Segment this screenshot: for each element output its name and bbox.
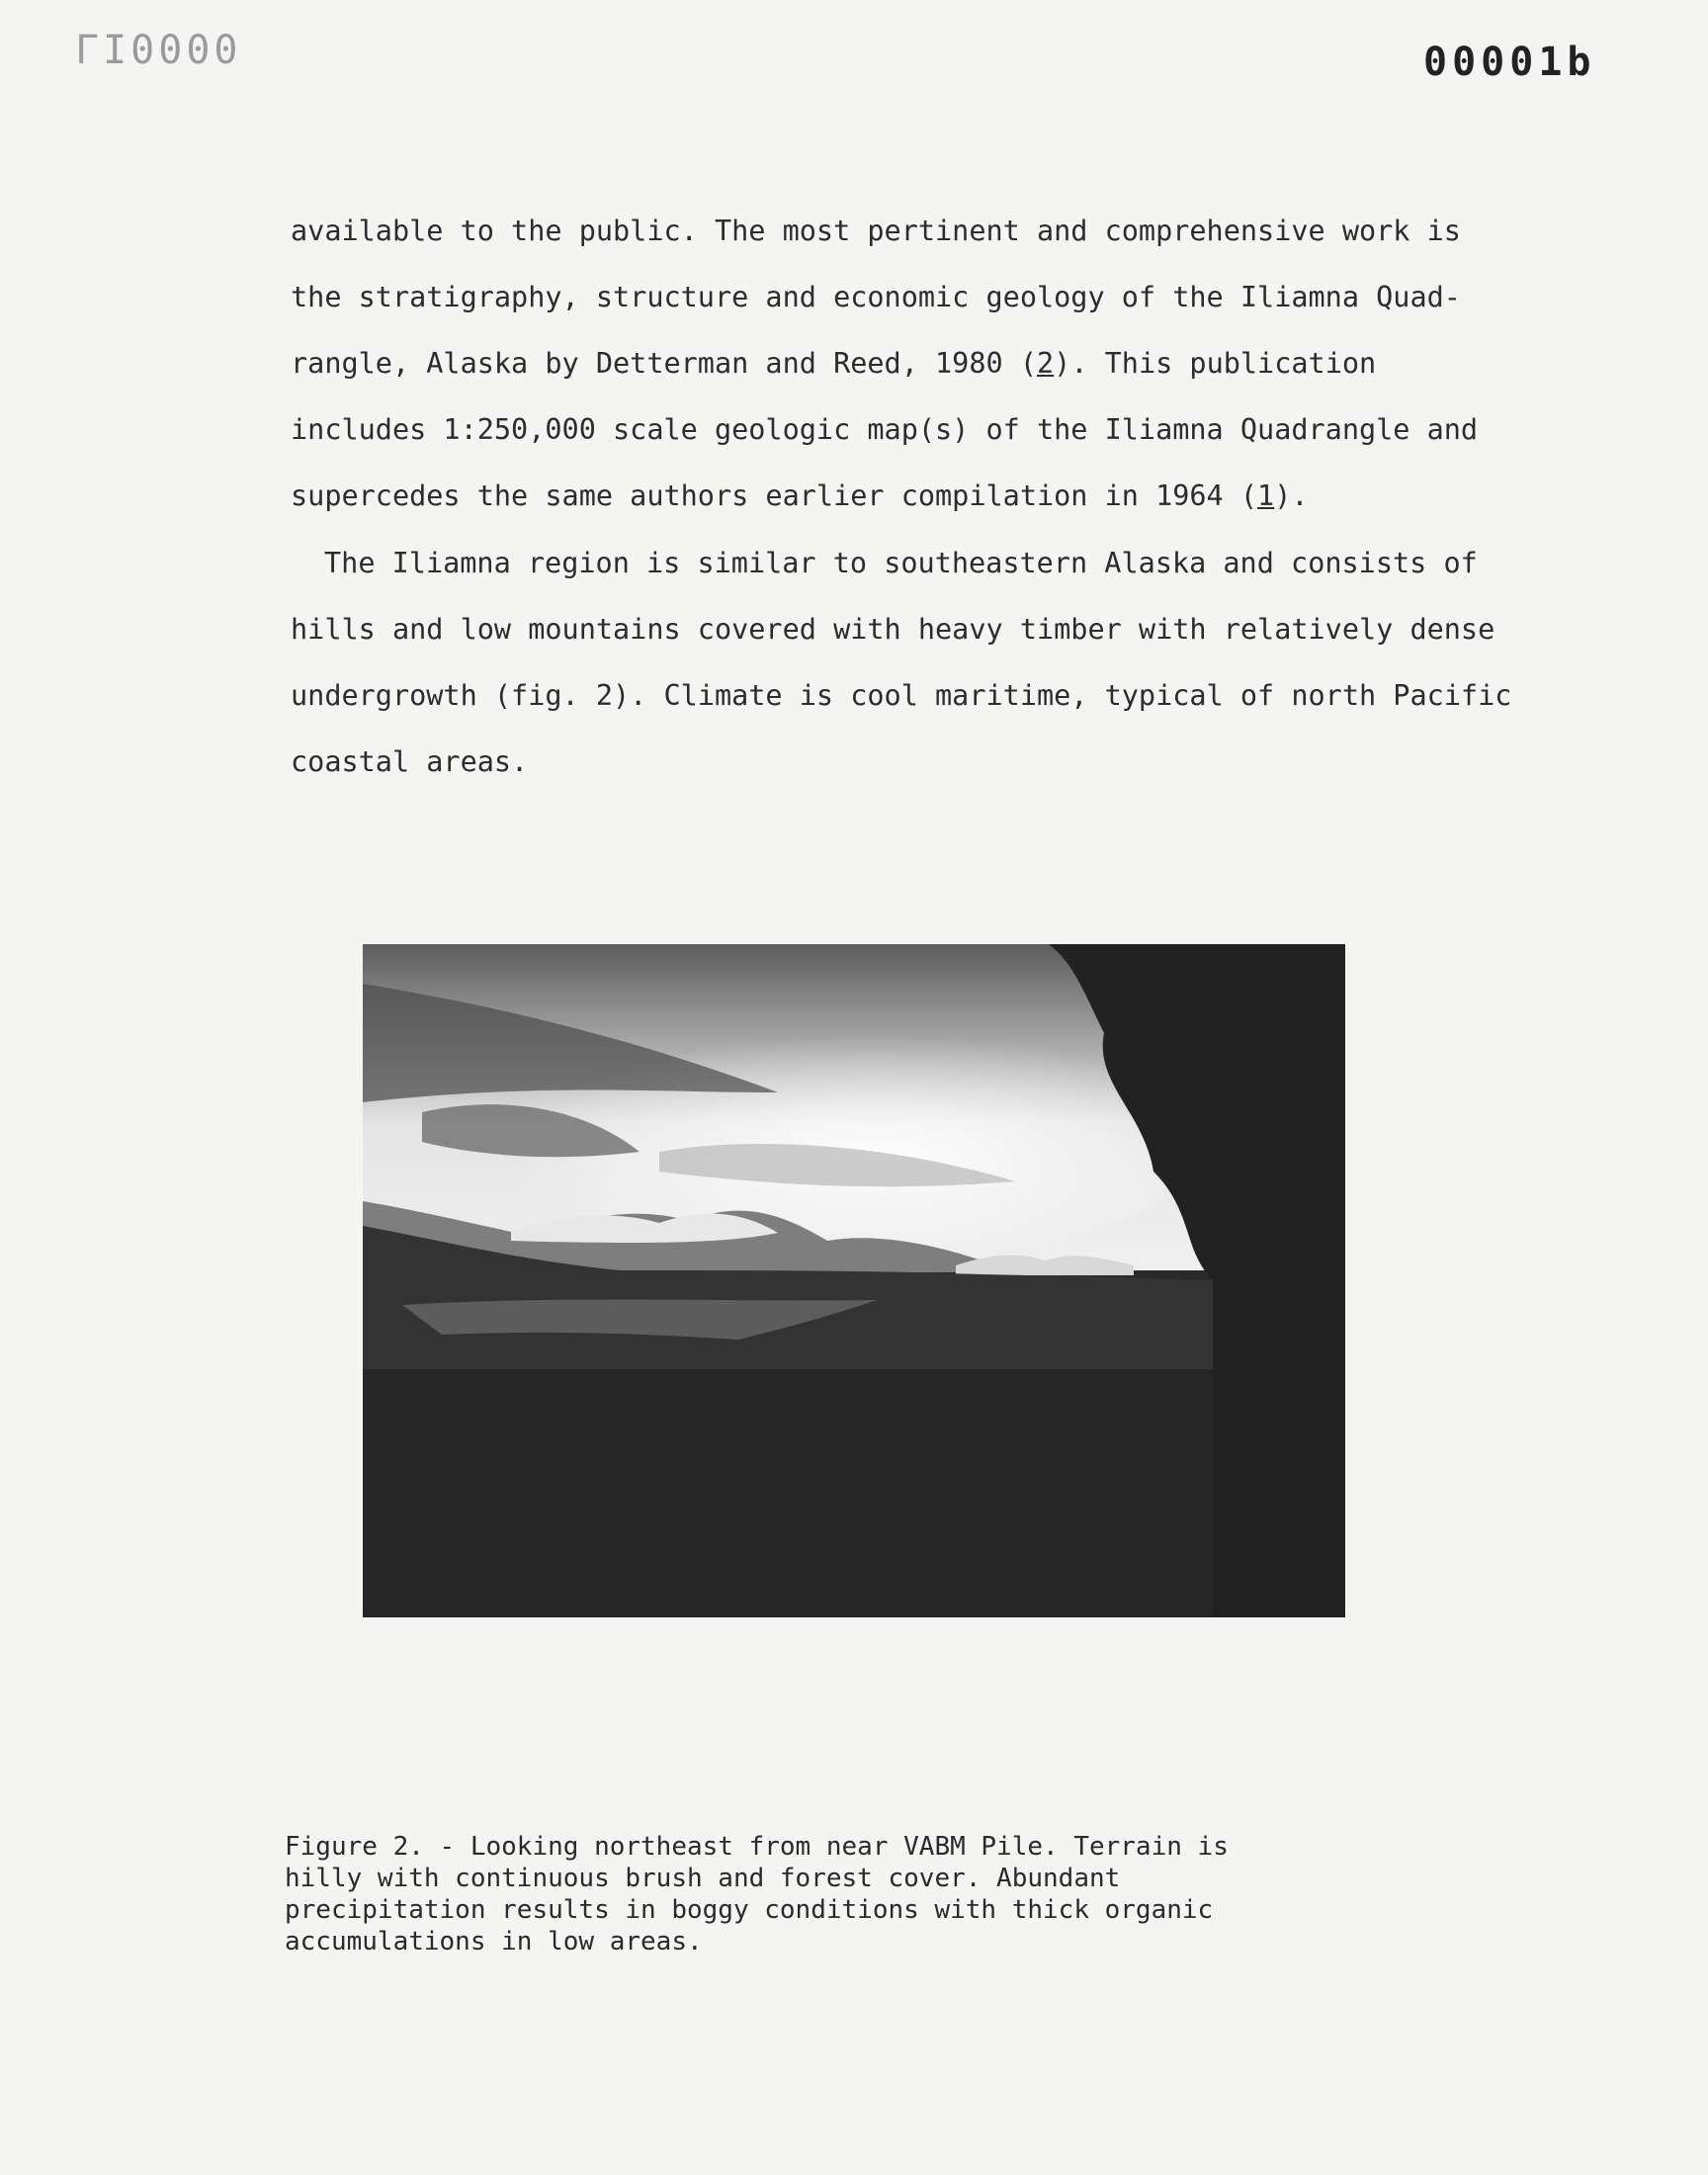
text-line: The Iliamna region is similar to southeastern Alaska and consists of <box>324 547 1478 579</box>
landscape-photo-illustration <box>363 944 1345 1617</box>
figure-2-photo <box>363 944 1345 1617</box>
text-line: supercedes the same authors earlier compilation in 1964 (1). <box>291 479 1309 512</box>
text-line: undergrowth (fig. 2). Climate is cool maritime, typical of north Pacific <box>291 679 1512 712</box>
paragraph-2 <box>291 530 1512 795</box>
paragraph-1 <box>291 198 1506 529</box>
text-line: includes 1:250,000 scale geologic map(s) of the Iliamna Quadrangle and <box>291 413 1479 446</box>
document-number-faint: ΓΙ0000 <box>75 28 242 73</box>
reference-2: 2 <box>1036 347 1055 380</box>
text-line: rangle, Alaska by Detterman and Reed, 1980 (2). This publication <box>291 347 1377 380</box>
figure-caption: Figure 2. - Looking northeast from near VABM Pile. Terrain is hilly with continuous brush and forest cover. Abundant precipitation results in boggy conditions with thick organic accumulations in low areas. <box>285 1832 1229 1957</box>
text-line: the stratigraphy, structure and economic geology of the Iliamna Quad- <box>291 281 1461 313</box>
text-line: available to the public. The most pertinent and comprehensive work is <box>291 215 1461 247</box>
page-number-stamp: 00001b <box>1423 40 1596 85</box>
reference-1: 1 <box>1257 479 1275 512</box>
text-line: coastal areas. <box>291 745 529 778</box>
text-line: hills and low mountains covered with heavy timber with relatively dense <box>291 613 1495 646</box>
foreground <box>363 1369 1345 1617</box>
